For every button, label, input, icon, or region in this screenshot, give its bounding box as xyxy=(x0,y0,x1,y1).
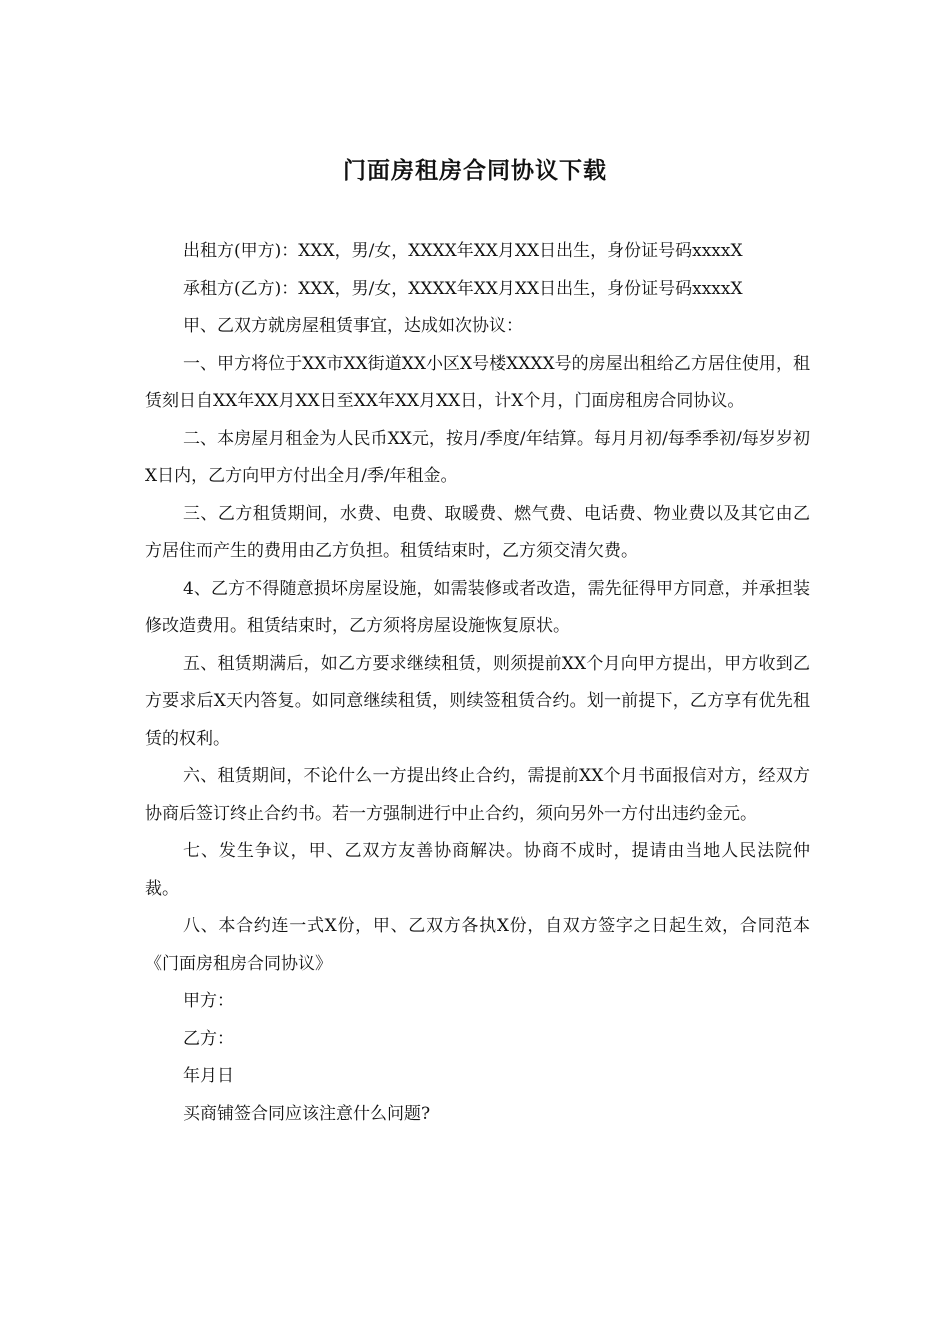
lessor-info-paragraph: 出租方(甲方)：XXX，男/女，XXXX年XX月XX日出生，身份证号码xxxxX xyxy=(183,241,743,261)
date-line: 年月日 xyxy=(183,1066,234,1086)
clause-2-paragraph: 二、本房屋月租金为人民币XX元，按月/季度/年结算。每月月初/每季季初/每岁岁初X日内，乙方向甲方付出全月/季/年租金。 xyxy=(145,428,810,486)
lessee-info-paragraph: 承租方(乙方)：XXX，男/女，XXXX年XX月XX日出生，身份证号码xxxxX xyxy=(183,278,743,299)
clause-5-paragraph: 五、租赁期满后，如乙方要求继续租赁，则须提前XX个月向甲方提出，甲方收到乙方要求后X天内答复。如同意继续租赁，则续签租赁合约。划一前提下，乙方享有优先租赁的权利。 xyxy=(145,653,810,749)
document-title: 门面房租房合同协议下载 xyxy=(343,158,607,184)
clause-3-paragraph: 三、乙方租赁期间，水费、电费、取暖费、燃气费、电话费、物业费以及其它由乙方居住而产生的费用由乙方负担。租赁结束时，乙方须交清欠费。 xyxy=(145,503,810,561)
closing-question-paragraph: 买商铺签合同应该注意什么问题? xyxy=(183,1103,431,1124)
clause-6-paragraph: 六、租赁期间，不论什么一方提出终止合约，需提前XX个月书面报信对方，经双方协商后签订终止合约书。若一方强制进行中止合约，须向另外一方付出违约金元。 xyxy=(145,766,810,824)
clause-8-paragraph: 八、本合约连一式X份，甲、乙双方各执X份，自双方签字之日起生效，合同范本《门面房租房合同协议》 xyxy=(145,916,810,974)
clause-4-paragraph: 4、乙方不得随意损坏房屋设施，如需装修或者改造，需先征得甲方同意，并承担装修改造费用。租赁结束时，乙方须将房屋设施恢复原状。 xyxy=(145,578,810,636)
clause-7-paragraph: 七、发生争议，甲、乙双方友善协商解决。协商不成时，提请由当地人民法院仲裁。 xyxy=(145,841,810,899)
clause-1-paragraph: 一、甲方将位于XX市XX街道XX小区X号楼XXXX号的房屋出租给乙方居住使用，租赁刻日自XX年XX月XX日至XX年XX月XX日，计X个月，门面房租房合同协议。 xyxy=(145,353,810,411)
document-body xyxy=(145,233,810,1133)
party-b-signature-line: 乙方： xyxy=(183,1028,234,1049)
agreement-intro-paragraph: 甲、乙双方就房屋租赁事宜，达成如次协议： xyxy=(183,316,523,336)
party-a-signature-line: 甲方： xyxy=(183,991,234,1011)
